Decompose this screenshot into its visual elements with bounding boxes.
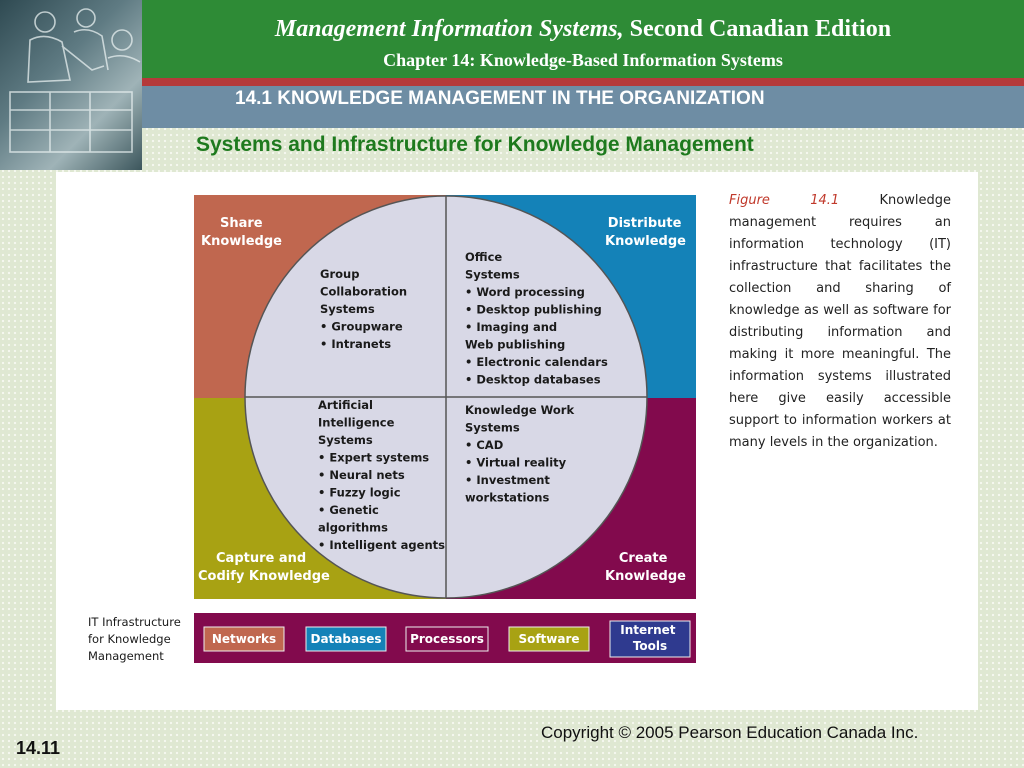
share-knowledge-label: Share Knowledge <box>201 216 282 249</box>
create-knowledge-label: Create Knowledge <box>605 551 686 584</box>
figure-panel <box>56 172 978 710</box>
internet-tools-label: Internet Tools <box>620 623 676 653</box>
copyright-notice: Copyright © 2005 Pearson Education Canada Inc. <box>541 723 919 742</box>
page-number: 14.11 <box>16 738 61 758</box>
distribute-knowledge-label: Distribute Knowledge <box>605 216 686 249</box>
header-photo <box>0 0 142 170</box>
office-systems-list: Office Systems • Word processing • Desktop publishing • Imaging and Web publishing • Electronic calendars • Desktop databases <box>465 250 608 387</box>
group-collaboration-list: Group Collaboration Systems • Groupware • Intranets <box>320 267 408 351</box>
book-title-edition: Second Canadian Edition <box>629 16 892 42</box>
figure-caption-text: Knowledge management requires an information technology (IT) infrastructure that facilitates the collection and sharing of knowledge as well as software for distributing information and making it more meaningful. The information systems illustrated here give easily accessible support to information workers at many levels in the organization. <box>729 193 951 450</box>
databases-label: Databases <box>310 632 382 646</box>
processors-label: Processors <box>410 632 484 646</box>
capture-knowledge-label: Capture and Codify Knowledge <box>198 551 330 584</box>
slide-heading: Systems and Infrastructure for Knowledge Management <box>196 133 754 156</box>
knowledge-work-list: Knowledge Work Systems • CAD • Virtual reality • Investment workstations <box>465 403 575 505</box>
header-divider <box>142 78 1024 86</box>
book-title <box>142 16 1024 43</box>
artificial-intelligence-list: Artificial Intelligence Systems • Expert systems • Neural nets • Fuzzy logic • Genetic algorithms • Intelligent agents <box>318 398 445 552</box>
networks-label: Networks <box>211 632 277 646</box>
figure-caption <box>729 190 951 454</box>
software-label: Software <box>518 632 580 646</box>
it-infrastructure-label: IT Infrastructure for Knowledge Management <box>88 615 181 663</box>
chapter-title: Chapter 14: Knowledge-Based Information Systems <box>383 50 783 70</box>
book-title-name: Management Information Systems, <box>274 16 624 42</box>
figure-caption-label: Figure 14.1 <box>729 193 840 208</box>
section-title: 14.1 KNOWLEDGE MANAGEMENT IN THE ORGANIZATION <box>235 88 765 109</box>
